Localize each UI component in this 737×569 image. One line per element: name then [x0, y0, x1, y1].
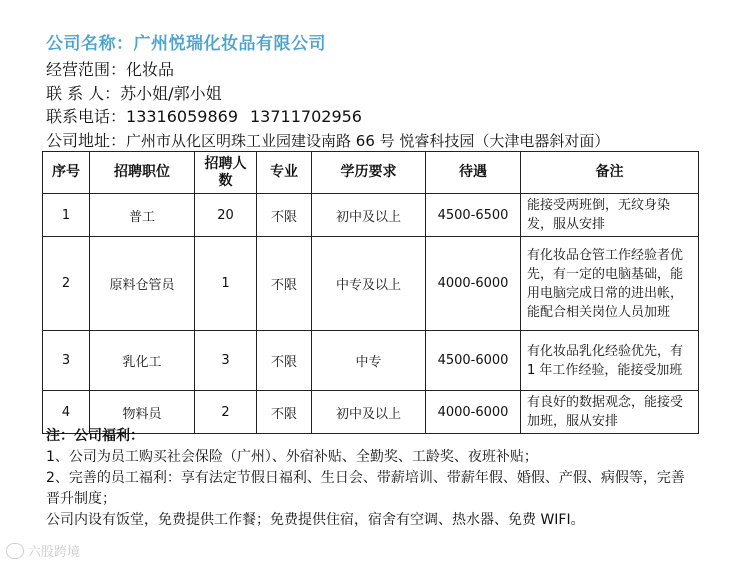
cell-education: 中专 — [312, 331, 426, 391]
phone-label: 联系电话： — [46, 107, 127, 126]
address-value: 广州市从化区明珠工业园建设南路 66 号 悦睿科技园（大津电器斜对面） — [126, 132, 610, 150]
header-education: 学历要求 — [312, 152, 426, 194]
cell-remark: 有化妆品乳化经验优先，有 1 年工作经验，能接受加班 — [521, 331, 699, 391]
cell-salary: 4500-6500 — [426, 194, 521, 237]
job-table — [42, 151, 699, 434]
watermark-text: 六股跨境 — [28, 545, 81, 560]
watermark-logo-icon — [6, 543, 24, 559]
cell-count: 2 — [195, 391, 257, 434]
cell-count: 20 — [195, 194, 257, 237]
watermark — [6, 541, 80, 560]
cell-position: 原料仓管员 — [90, 237, 195, 331]
cell-education: 中专及以上 — [312, 237, 426, 331]
header-remark: 备注 — [521, 152, 699, 194]
cell-no: 3 — [43, 331, 90, 391]
contact-phone — [46, 104, 362, 127]
cell-position: 乳化工 — [90, 331, 195, 391]
address-label: 公司地址： — [46, 131, 127, 150]
cell-major: 不限 — [257, 331, 312, 391]
notes-title: 注：公司福利： — [46, 428, 144, 444]
header-salary: 待遇 — [426, 152, 521, 194]
cell-remark: 有良好的数据观念，能接受加班，服从安排 — [521, 391, 699, 434]
note-item: 公司内设有饭堂，免费提供工作餐；免费提供住宿，宿舍有空调、热水器、免费 WIFI。 — [46, 512, 585, 528]
cell-remark: 有化妆品仓管工作经验者优先，有一定的电脑基础，能用电脑完成日常的进出帐，能配合相关岗位人员加班 — [521, 237, 699, 331]
cell-major: 不限 — [257, 194, 312, 237]
cell-count: 1 — [195, 237, 257, 331]
company-name: 公司名称：广州悦瑞化妆品有限公司 — [46, 34, 326, 54]
header-major: 专业 — [257, 152, 312, 194]
cell-salary: 4000-6000 — [426, 237, 521, 331]
header-position: 招聘职位 — [90, 152, 195, 194]
table-row — [43, 237, 699, 331]
cell-count: 3 — [195, 331, 257, 391]
business-scope: 经营范围：化妆品 — [46, 60, 175, 79]
table-row — [43, 194, 699, 237]
cell-major: 不限 — [257, 237, 312, 331]
contact-person: 联 系 人：苏小姐/郭小姐 — [46, 84, 222, 103]
cell-salary: 4500-6000 — [426, 331, 521, 391]
cell-position: 物料员 — [90, 391, 195, 434]
phone-number-2: 13711702956 — [250, 107, 362, 126]
cell-major: 不限 — [257, 391, 312, 434]
table-header-row — [43, 152, 699, 194]
table-row — [43, 331, 699, 391]
cell-position: 普工 — [90, 194, 195, 237]
phone-number-1: 13316059869 — [126, 107, 238, 126]
header-no: 序号 — [43, 152, 90, 194]
cell-remark: 能接受两班倒，无纹身染发，服从安排 — [521, 194, 699, 237]
cell-education: 初中及以上 — [312, 391, 426, 434]
cell-no: 2 — [43, 237, 90, 331]
cell-no: 1 — [43, 194, 90, 237]
note-item: 1、公司为员工购买社会保险（广州）、外宿补贴、全勤奖、工龄奖、夜班补贴； — [46, 449, 538, 465]
cell-education: 初中及以上 — [312, 194, 426, 237]
company-address — [46, 128, 609, 151]
cell-salary: 4000-6000 — [426, 391, 521, 434]
benefits-notes — [46, 426, 696, 531]
cell-no: 4 — [43, 391, 90, 434]
note-item: 2、完善的员工福利：享有法定节假日福利、生日会、带薪培训、带薪年假、婚假、产假、病假等，完善晋升制度； — [46, 470, 685, 507]
header-count: 招聘人数 — [195, 152, 257, 194]
